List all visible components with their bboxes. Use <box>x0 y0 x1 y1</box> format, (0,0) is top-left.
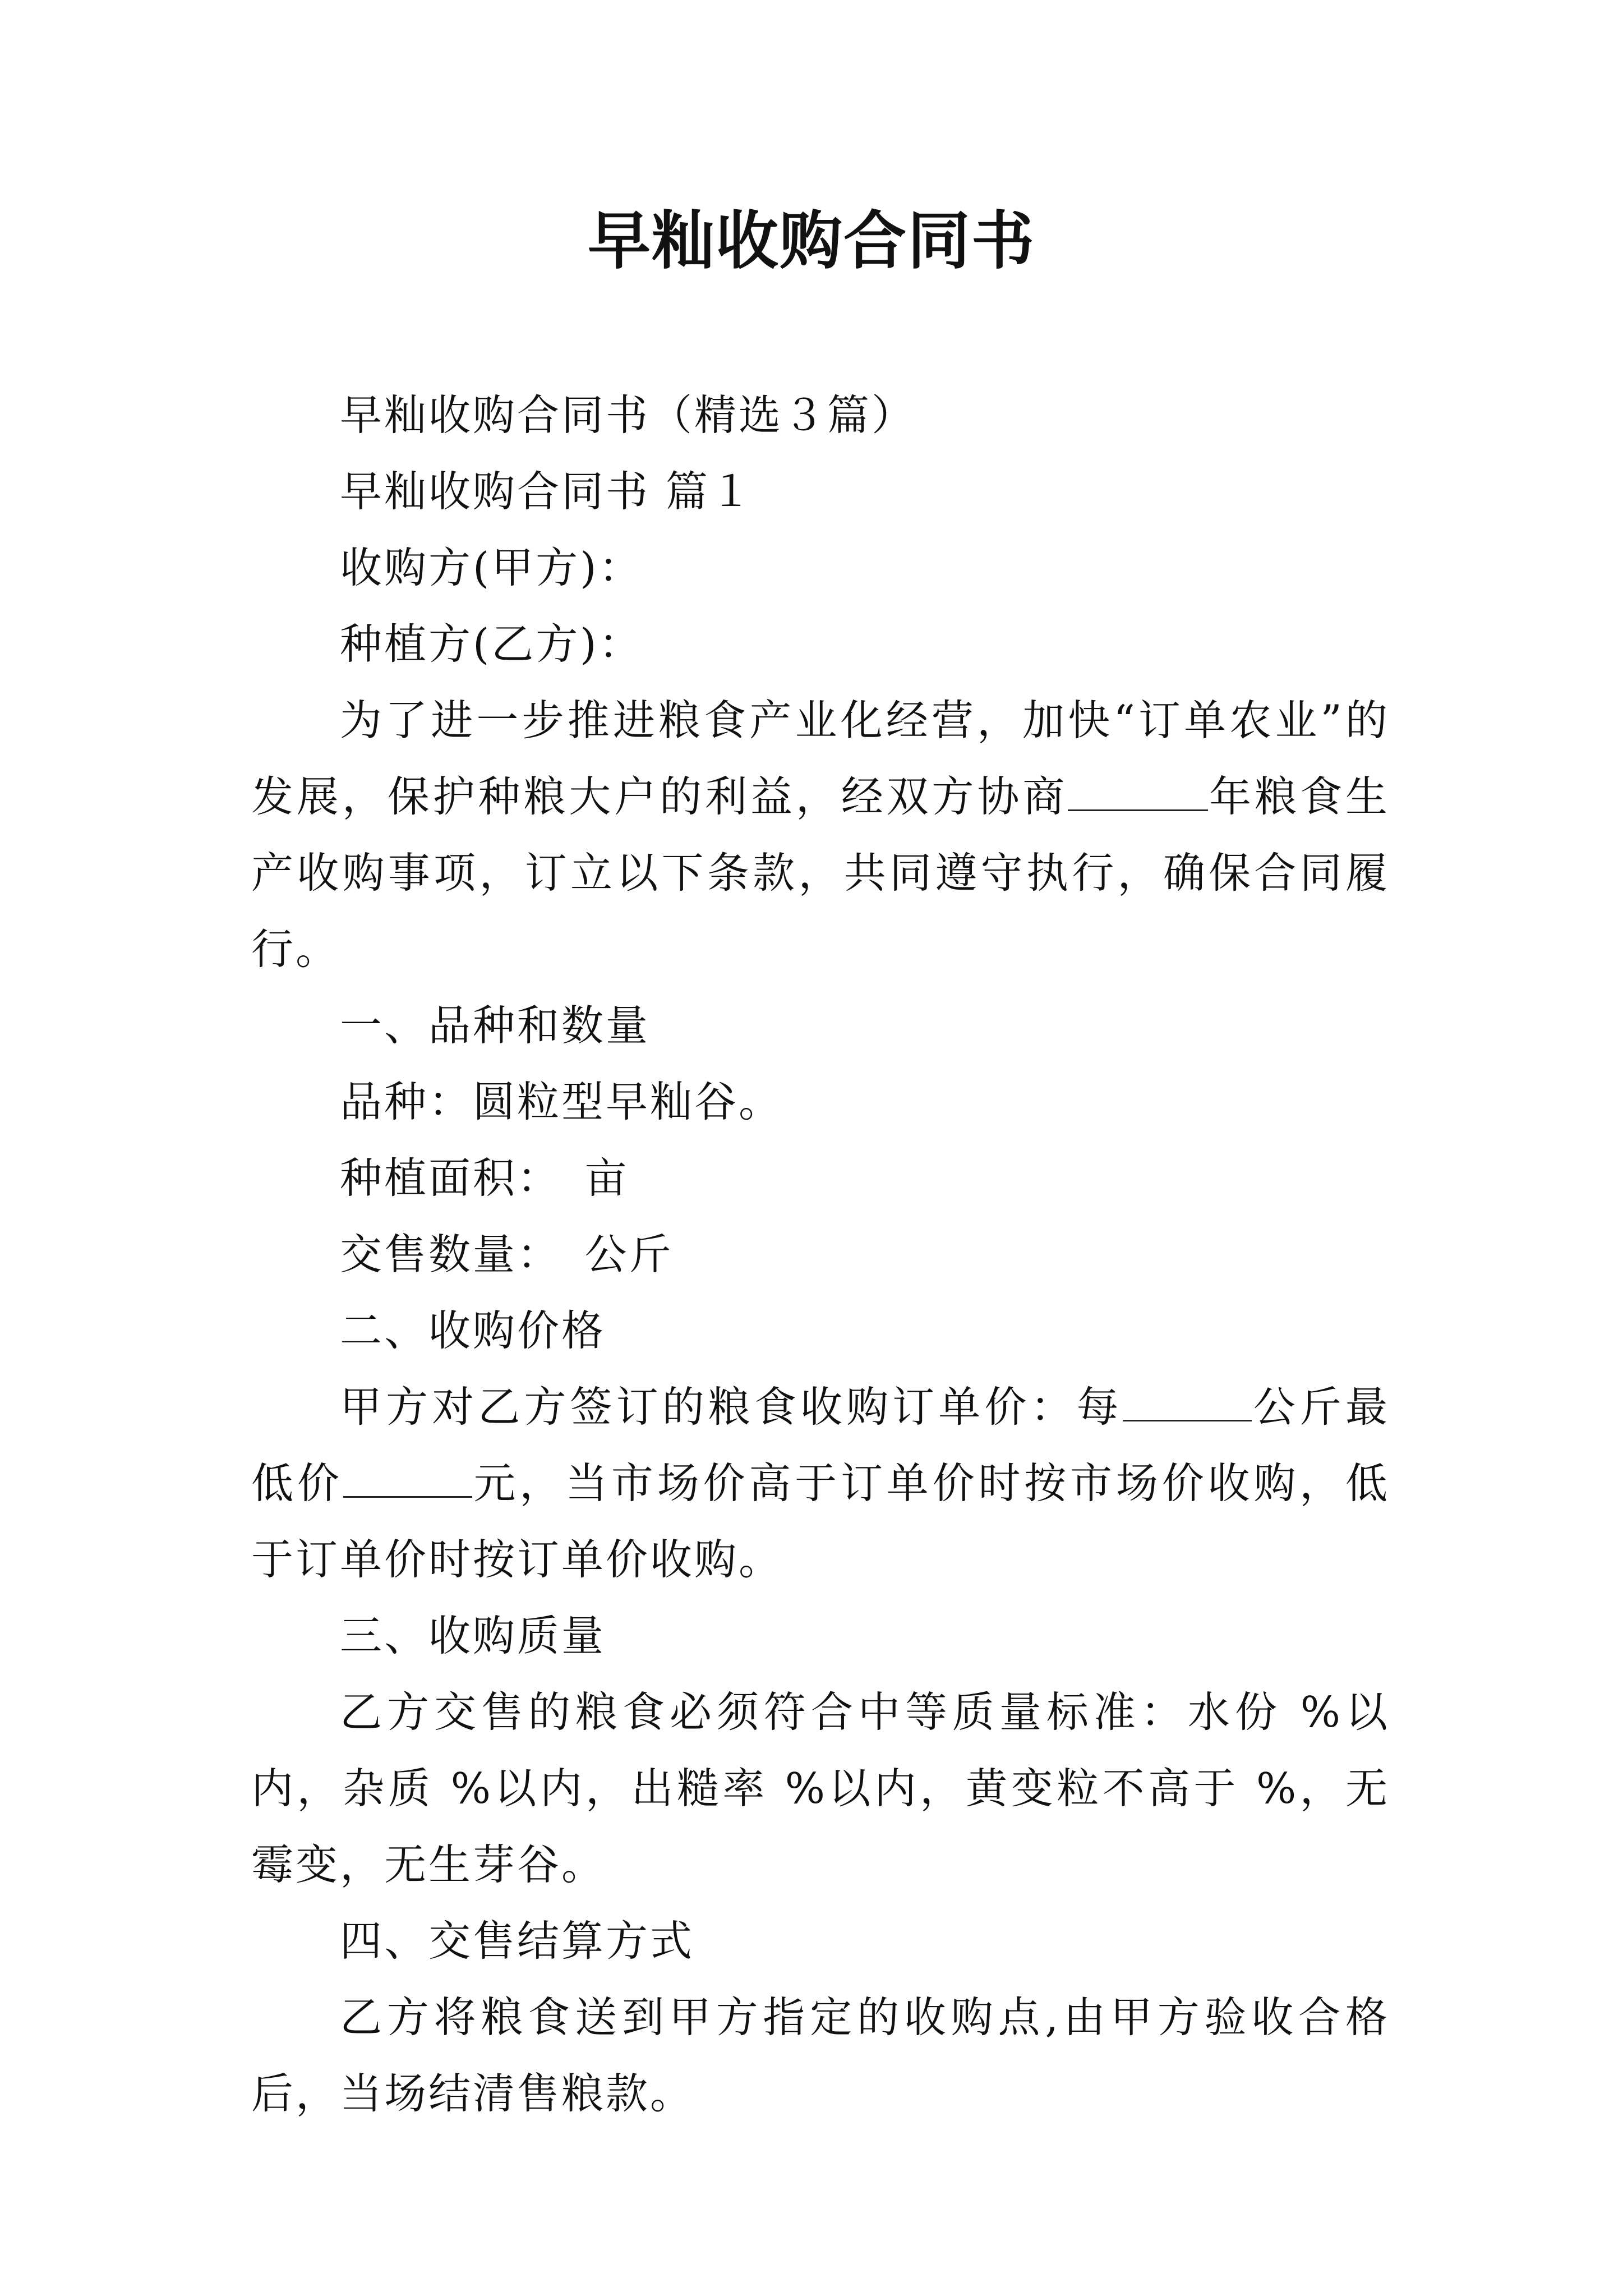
intro-text-1: 为了进一步推进粮食产业化经营，加快“订单农业”的发展，保护种粮大户的利益，经双方协商 <box>251 696 1390 821</box>
document-title: 早籼收购合同书 <box>588 204 1035 278</box>
section3-heading: 三、收购质量 <box>340 1611 606 1660</box>
party-a-line: 收购方(甲方)： <box>340 543 643 592</box>
intro-text-2: 年粮食生产收购事项，订立以下条款，共同遵守执行，确保合同履行。 <box>251 772 1390 974</box>
unit-blank <box>1123 1385 1252 1421</box>
section2-heading: 二、收购价格 <box>340 1306 606 1355</box>
price-paragraph <box>251 1369 1390 1598</box>
year-blank <box>1068 775 1208 811</box>
section1-heading: 一、品种和数量 <box>340 1001 651 1050</box>
price-text-2: 公斤最低价 <box>251 1382 1390 1508</box>
quality-paragraph: 乙方交售的粮食必须符合中等质量标准：水份 %以内，杂质 %以内，出糙率 %以内，黄变粒不高于 %，无霉变，无生芽谷。 <box>251 1687 1390 1889</box>
price-text-1: 甲方对乙方签订的粮食收购订单价：每 <box>340 1382 1123 1432</box>
chapter-heading: 早籼收购合同书 篇１ <box>340 467 754 516</box>
price-blank <box>343 1461 472 1498</box>
quantity-line: 交售数量： 公斤 <box>340 1230 674 1279</box>
settlement-paragraph: 乙方将粮食送到甲方指定的收购点,由甲方验收合格后，当场结清售粮款。 <box>251 1993 1390 2118</box>
party-b-line: 种植方(乙方)： <box>340 619 643 669</box>
area-line: 种植面积： 亩 <box>340 1153 629 1203</box>
document-body <box>251 377 1390 2132</box>
variety-line: 品种：圆粒型早籼谷。 <box>340 1077 783 1126</box>
intro-paragraph <box>251 682 1390 987</box>
document-subtitle: 早籼收购合同书（精选３篇） <box>340 390 916 440</box>
section4-heading: 四、交售结算方式 <box>340 1916 695 1966</box>
price-text-3: 元，当市场价高于订单价时按市场价收购，低于订单价时按订单价收购。 <box>251 1458 1390 1584</box>
